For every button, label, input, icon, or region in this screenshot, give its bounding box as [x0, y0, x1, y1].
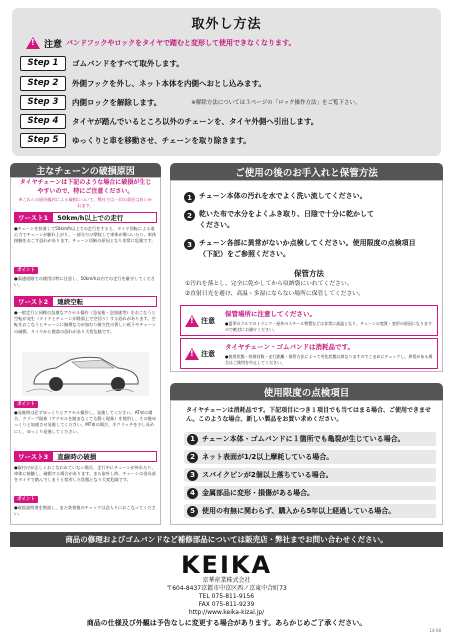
step-5 [20, 132, 420, 148]
company-fax: FAX 075-811-9239 [198, 601, 255, 608]
care-item-1 [184, 191, 434, 203]
step-text: ゆっくりと車を移動させ、チェーンを取り除きます。 [72, 135, 251, 145]
care-text: チェーン本体の汚れを水でよく洗い流してください。 [199, 192, 367, 200]
number-badge: 5 [187, 506, 198, 517]
number-badge: 2 [187, 452, 198, 463]
worst-2-body: ●一般走行と同様の急激なアクセル操作（急発進・急加速等）をおこなうと空転が発生（タイヤとチェーンが路面上で空回り）する恐れがあります。空転をおこなうとチェーンに無理な力が加わり耐久性の著しい低下やチェーンの破損、タイヤから脱落の恐れがあり大変危険です。 [14, 310, 156, 334]
damage-header: 主なチェーンの破損原因 [10, 163, 161, 177]
step-2 [20, 75, 420, 91]
limit-text: チェーン本体・ゴムバンドに１箇所でも亀裂が生じている場合。 [202, 435, 405, 443]
storage-title: 保管方法 [294, 269, 324, 278]
step-1 [20, 55, 420, 71]
step-badge: Step 3 [20, 95, 66, 110]
worst-title: 直線時の破損 [52, 451, 157, 462]
worst-2 [14, 296, 157, 307]
warning-icon [185, 315, 199, 327]
point-2-body: ●発進時は必ずゆっくりとアクセル操作し、発進してください。AT車の場合、クリープ現象（アクセルを踏まなくても動く現象）を使用し、その後ゆっくりと加速させ発進してください。MT車の場合、半クラッチを少し長めにし、ゆっくり発進してください。 [14, 410, 157, 434]
limit-text: 使用の有無に関わらず、購入から5年以上経過している場合。 [202, 507, 396, 515]
document-code: 14-08 [429, 628, 441, 633]
step-text: タイヤが踏んでいるところ以外のチェーンを、タイヤ外側へ引出します。 [72, 116, 319, 126]
limit-text: 金属部品に変形・損傷がある場合。 [202, 489, 314, 497]
step-note: ※解除方法については３ページの「ロック操作方法」をご覧下さい。 [191, 100, 361, 106]
caution-sub: ●使用状態・装着回数・走行距離・保管方法によって劣化状態は異なりますのでこまめにチェックし、異常がある場合はご使用を中止してください。 [225, 354, 433, 365]
limit-lead: タイヤチェーンは消耗品です。下記項目につき１項目でも当てはまる場合、ご使用できません。このような場合、新しい製品をお買い求めください。 [186, 407, 431, 423]
point-label: ポイント [14, 267, 38, 274]
point-3-body: ●取扱説明書を熟読し、また装着後のチェックは念入りにおこなってください。 [14, 505, 156, 517]
caution-main: 保管場所に注意してください。 [225, 310, 316, 318]
company-url[interactable]: http://www.keika-kizai.jp/ [188, 609, 265, 616]
storage-line-1: ①汚れを落とし、完全に乾かしてから収納袋にいれてください。 [185, 281, 353, 287]
step-badge: Step 4 [20, 114, 66, 129]
spec-change-note: 商品の仕様及び外観は予告なしに変更する場合があります。あらかじめご了承ください。 [86, 619, 367, 627]
caution-box-consumable [180, 338, 438, 369]
step-badge: Step 1 [20, 56, 66, 71]
warning-icon [26, 37, 40, 49]
keika-logo: KEIKA [180, 551, 273, 579]
number-badge: 4 [187, 488, 198, 499]
caution-label [185, 306, 215, 335]
step-4 [20, 113, 420, 129]
worst-3-body: ●取付けが正しくおこなわれていない場合、走行中にチェーンが外れたり、車体に接触し、破損する場合があります。また取外し時、チェーンの金具部をタイヤで踏んでしまうと変形した状態となり大変危険です。 [14, 465, 156, 483]
removal-title: 取外し方法 [191, 17, 262, 32]
caution-sub: ●夏季のクルマのトランク・屋外のスチール物置などは非常に高温となり、チェーンの変質・変形の原因になりますので絶対にお避けください。 [225, 321, 432, 332]
car-spinning-illustration [22, 352, 149, 396]
limit-item-5 [184, 504, 436, 518]
step-text: ゴムバンドをすべて取外します。 [72, 58, 184, 68]
storage-line-2: ②直射日光を避け、高温・多湿にならない場所に保管してください。 [185, 291, 364, 297]
step-badge: Step 2 [20, 76, 66, 91]
point-label: ポイント [14, 496, 38, 503]
step-badge: Step 5 [20, 133, 66, 148]
caution-main: タイヤチェーン・ゴムバンドは消耗品です。 [225, 343, 355, 351]
limit-item-4 [184, 486, 436, 500]
caution-word: 注意 [201, 349, 215, 358]
worst-3 [14, 451, 157, 462]
damage-sub: ※これらの原因操作による破損について、弊社では一切の責任は負いかねます。 [18, 197, 153, 208]
worst-tag: ワースト2 [14, 296, 52, 307]
caution-word: 注意 [201, 316, 215, 325]
caution-box-storage [180, 305, 438, 336]
limit-item-1 [184, 432, 436, 446]
removal-caution [26, 35, 427, 51]
number-badge: 1 [187, 434, 198, 445]
care-header: ご使用の後のお手入れと保管方法 [170, 163, 443, 180]
point-1-body: ●高速道路での使用は特に注意し、50km/h以内での走行を厳守してください。 [14, 276, 155, 288]
company-name: 京華産業株式会社 [202, 577, 251, 584]
company-tel: TEL 075-811-9156 [198, 593, 255, 600]
number-badge: 3 [184, 239, 195, 250]
care-text: チェーン各部に異常がないか点検してください。使用限度の点検項目（下記）をご参照ください。 [199, 239, 416, 258]
caution-word: 注意 [44, 39, 63, 50]
number-badge: 3 [187, 470, 198, 481]
step-text: 外側フックを外し、ネット本体を内側へおとし込みます。 [72, 78, 266, 88]
point-label: ポイント [14, 401, 38, 408]
step-3 [20, 94, 420, 110]
care-text: 乾いた布で水分をよくふき取り、日陰で十分に乾かしてください。 [199, 210, 374, 229]
caution-label [185, 339, 215, 368]
footer-contact-bar: 商品の修理およびゴムバンドなど補修部品については販売店・弊社までお問い合わせください。 [10, 532, 443, 547]
warning-icon [185, 348, 199, 360]
damage-lead: タイヤチェーンは下記のような場合に破損が生じやすいので、特にご注意ください。 [19, 179, 152, 195]
limit-text: ネット表面が1/2以上摩耗している場合。 [202, 453, 334, 461]
worst-tag: ワースト1 [14, 212, 52, 223]
worst-title: 連続空転 [52, 296, 157, 307]
care-item-3 [184, 238, 434, 259]
number-badge: 1 [184, 192, 195, 203]
worst-1 [14, 212, 157, 223]
worst-tag: ワースト3 [14, 451, 52, 462]
limit-item-3 [184, 468, 436, 482]
number-badge: 2 [184, 210, 195, 221]
worst-1-body: ●チェーンを装着して50km/h以上での走行をすると、タイヤ回転による遠心力でチェーンが膨れ上がり、一部分だけ摩耗して車体が傷ついたり、車体接触をおこす恐れがあります。チェーン切断の原因となり非常に危険です。 [14, 226, 157, 244]
step-text: 内側ロックを解除します。 [72, 97, 162, 107]
limit-text: スパイクピンが2個以上落ちている場合。 [202, 471, 333, 479]
limit-header: 使用限度の点検項目 [170, 383, 443, 400]
caution-message: バンドフックやロックをタイヤで踏むと変形して使用できなくなります。 [66, 39, 296, 47]
limit-item-2 [184, 450, 436, 464]
company-address: 〒604-8437京都市中京区西ノ京東中合町73 [166, 585, 287, 592]
care-item-2 [184, 209, 434, 230]
worst-title: 50km/h以上での走行 [52, 212, 157, 223]
